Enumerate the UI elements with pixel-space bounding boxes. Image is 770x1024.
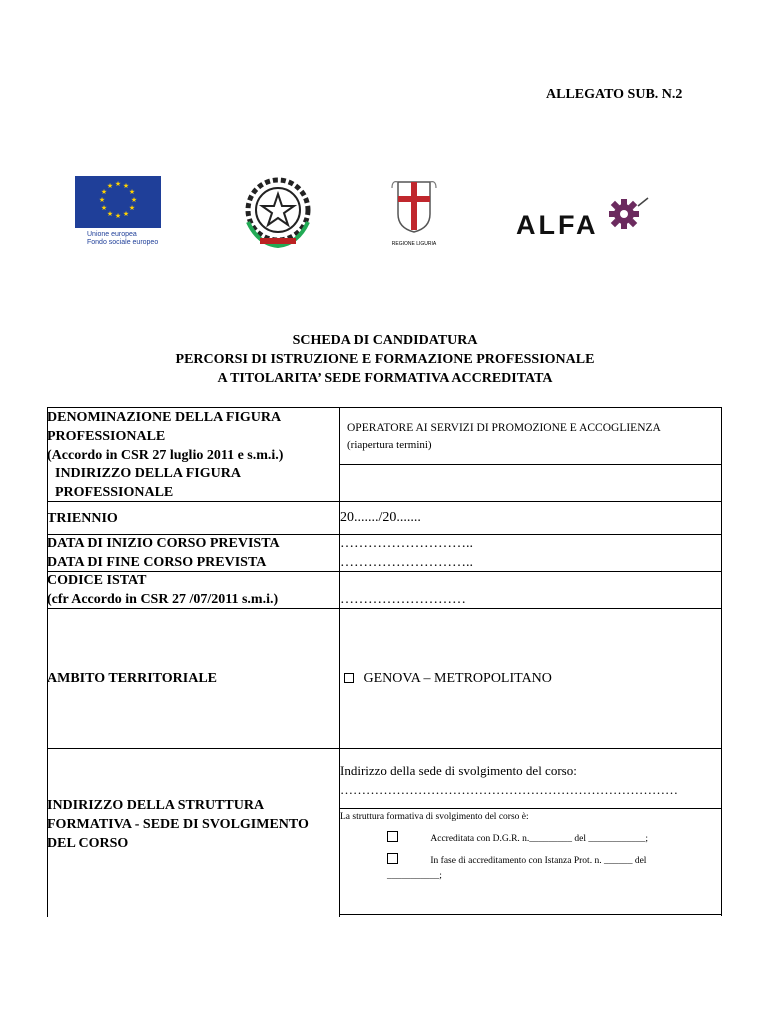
istat-label: CODICE ISTAT (cfr Accordo in CSR 27 /07/2011 s.m.i.) [47,573,279,607]
eu-logo [75,176,161,246]
svg-text:★: ★ [100,204,108,212]
ambito-label: AMBITO TERRITORIALE [47,671,217,686]
document-title: SCHEDA DI CANDIDATURA PERCORSI DI ISTRUZIONE E FORMAZIONE PROFESSIONALE A TITOLARITA’ SEDE FORMATIVA ACCREDITATA [175,333,595,386]
svg-text:★: ★ [128,188,136,196]
checkbox-icon[interactable] [387,831,398,842]
data-fine-field[interactable]: ……………………….. [340,555,473,570]
sede-field[interactable]: …………………………………………………………………… [340,782,678,797]
struttura-label: INDIRIZZO DELLA STRUTTURA FORMATIVA - SEDE DI SVOLGIMENTO DEL CORSO [47,798,309,851]
svg-text:★: ★ [122,210,130,218]
svg-text:★: ★ [100,188,108,196]
svg-text:★: ★ [106,210,114,218]
denominazione-label: DENOMINAZIONE DELLA FIGURA PROFESSIONALE (Accordo in CSR 27 luglio 2011 e s.m.i.) [47,410,284,463]
svg-text:★: ★ [98,196,106,204]
alfa-logo-text: ALFA [516,210,599,240]
indirizzo-figura-field[interactable] [347,473,729,497]
date-fields [340,534,722,572]
svg-text:★: ★ [114,180,122,188]
allegato-label: ALLEGATO SUB. N.2 [546,87,683,102]
svg-text:★: ★ [130,196,138,204]
svg-text:★: ★ [128,204,136,212]
eu-flag-icon [75,176,161,228]
row-line [339,914,722,915]
istat-field[interactable]: ……………………… [340,592,466,607]
struttura-intro: La struttura formativa di svolgimento del corso è: [340,812,529,822]
sede-block [340,761,722,799]
regione-liguria-logo [388,178,440,248]
candidatura-form [47,407,722,917]
data-inizio-field[interactable]: ……………………….. [340,536,473,551]
gear-icon [604,196,652,230]
liguria-shield-icon [388,178,440,234]
svg-text:★: ★ [114,212,122,220]
italian-republic-emblem-icon [238,172,318,252]
denominazione-value: OPERATORE AI SERVIZI DI PROMOZIONE E ACCOGLIENZA (riapertura termini) [347,422,661,451]
triennio-label: TRIENNIO [47,511,118,526]
row-line [47,748,722,749]
option-in-accreditamento[interactable]: In fase di accreditamento con Istanza Prot. n. ______ del ___________; [387,853,717,884]
checkbox-icon[interactable] [344,673,354,683]
row-line [339,464,722,465]
liguria-caption: REGIONE LIGURIA [391,241,437,247]
eu-caption: Unione europea Fondo sociale europeo [87,231,159,246]
date-labels: DATA DI INIZIO CORSO PREVISTA DATA DI FINE CORSO PREVISTA [47,536,280,570]
sede-label: Indirizzo della sede di svolgimento del corso: [340,763,577,778]
ambito-option[interactable]: GENOVA – METROPOLITANO [344,669,726,688]
row-line [339,808,722,809]
svg-text:★: ★ [122,182,130,190]
svg-text:★: ★ [106,182,114,190]
checkbox-icon[interactable] [387,853,398,864]
alfa-logo [516,196,652,240]
option-accreditata[interactable]: Accreditata con D.G.R. n._________ del ____________; [387,831,717,847]
triennio-field[interactable]: 20......./20....... [340,510,421,525]
indirizzo-figura-label: INDIRIZZO DELLA FIGURA PROFESSIONALE [55,466,241,500]
